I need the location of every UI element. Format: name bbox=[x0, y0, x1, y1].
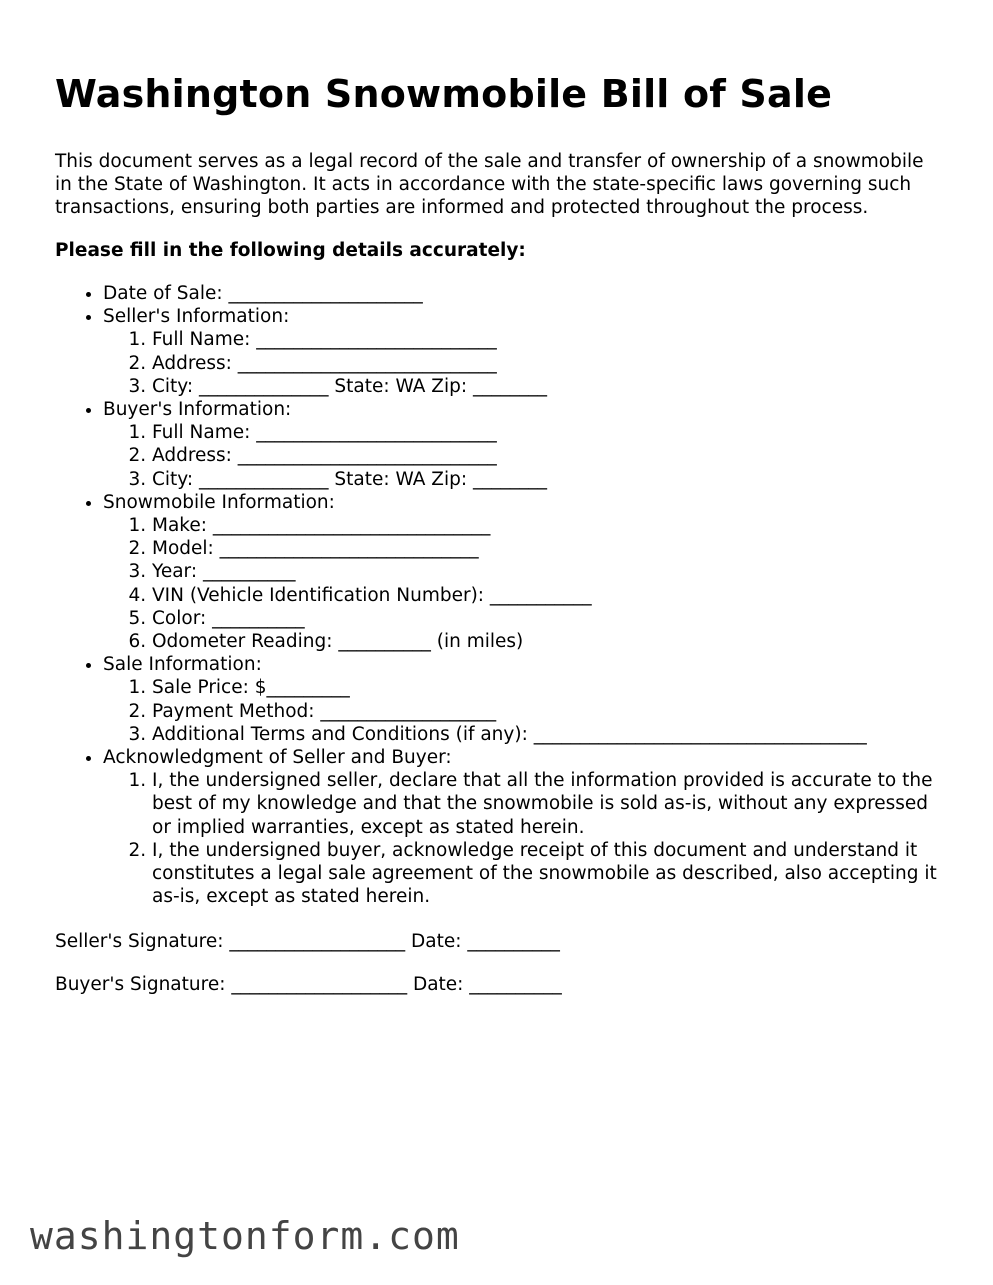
sale-heading: Sale Information: bbox=[103, 654, 262, 676]
snowmobile-year-field: 3. Year: __________ bbox=[152, 560, 945, 583]
acknowledgment-section bbox=[103, 746, 945, 908]
snowmobile-make-field: 1. Make: ______________________________ bbox=[152, 514, 945, 537]
sale-price-field: 1. Sale Price: $_________ bbox=[152, 676, 945, 699]
document-page bbox=[55, 68, 945, 996]
buyer-declaration: 2. I, the undersigned buyer, acknowledge receipt of this document and understand it constitutes a legal sale agreement of the snowmobile as described, also accepting it as-is, except as stated herein. bbox=[152, 839, 945, 909]
snowmobile-model-field: 2. Model: ____________________________ bbox=[152, 537, 945, 560]
intro-paragraph: This document serves as a legal record of the sale and transfer of ownership of a snowmobile in the State of Washington. It acts in accordance with the state-specific laws governing such transactions, ensuring both parties are informed and protected throughout the process. bbox=[55, 151, 924, 218]
snowmobile-odometer-field: 6. Odometer Reading: __________ (in miles) bbox=[152, 630, 945, 653]
seller-fields bbox=[103, 328, 945, 398]
buyer-full-name-field: 1. Full Name: __________________________ bbox=[152, 421, 945, 444]
buyer-section bbox=[103, 398, 945, 491]
snowmobile-heading: Snowmobile Information: bbox=[103, 491, 335, 513]
snowmobile-fields bbox=[103, 514, 945, 653]
payment-method-field: 2. Payment Method: ___________________ bbox=[152, 700, 945, 723]
acknowledgment-statements bbox=[103, 769, 945, 908]
seller-signature-line: Seller's Signature: ___________________ Date: __________ bbox=[55, 931, 560, 953]
buyer-fields bbox=[103, 421, 945, 491]
seller-heading: Seller's Information: bbox=[103, 306, 290, 328]
document-title: Washington Snowmobile Bill of Sale bbox=[55, 72, 833, 116]
seller-full-name-field: 1. Full Name: __________________________ bbox=[152, 328, 945, 351]
snowmobile-section bbox=[103, 491, 945, 653]
instruction-text: Please fill in the following details accurately: bbox=[55, 240, 526, 261]
buyer-signature-line: Buyer's Signature: ___________________ Date: __________ bbox=[55, 974, 562, 996]
date-of-sale-field: • Date of Sale: _____________________ bbox=[103, 282, 945, 305]
snowmobile-color-field: 5. Color: __________ bbox=[152, 607, 945, 630]
additional-terms-field: 3. Additional Terms and Conditions (if any): ____________________________________ bbox=[152, 723, 945, 746]
acknowledgment-heading: Acknowledgment of Seller and Buyer: bbox=[103, 747, 452, 769]
buyer-heading: Buyer's Information: bbox=[103, 399, 292, 421]
seller-city-state-zip-field: 3. City: ______________ State: WA Zip: ________ bbox=[152, 375, 945, 398]
seller-section bbox=[103, 305, 945, 398]
details-list bbox=[55, 282, 945, 908]
seller-address-field: 2. Address: ____________________________ bbox=[152, 352, 945, 375]
sale-section bbox=[103, 653, 945, 746]
site-watermark: washingtonform.com bbox=[30, 1214, 460, 1258]
snowmobile-vin-field: 4. VIN (Vehicle Identification Number): ___________ bbox=[152, 584, 945, 607]
buyer-address-field: 2. Address: ____________________________ bbox=[152, 444, 945, 467]
seller-declaration: 1. I, the undersigned seller, declare that all the information provided is accurate to the best of my knowledge and that the snowmobile is sold as-is, without any expressed or implied warranties, except as stated herein. bbox=[152, 769, 945, 839]
sale-fields bbox=[103, 676, 945, 746]
buyer-city-state-zip-field: 3. City: ______________ State: WA Zip: ________ bbox=[152, 468, 945, 491]
